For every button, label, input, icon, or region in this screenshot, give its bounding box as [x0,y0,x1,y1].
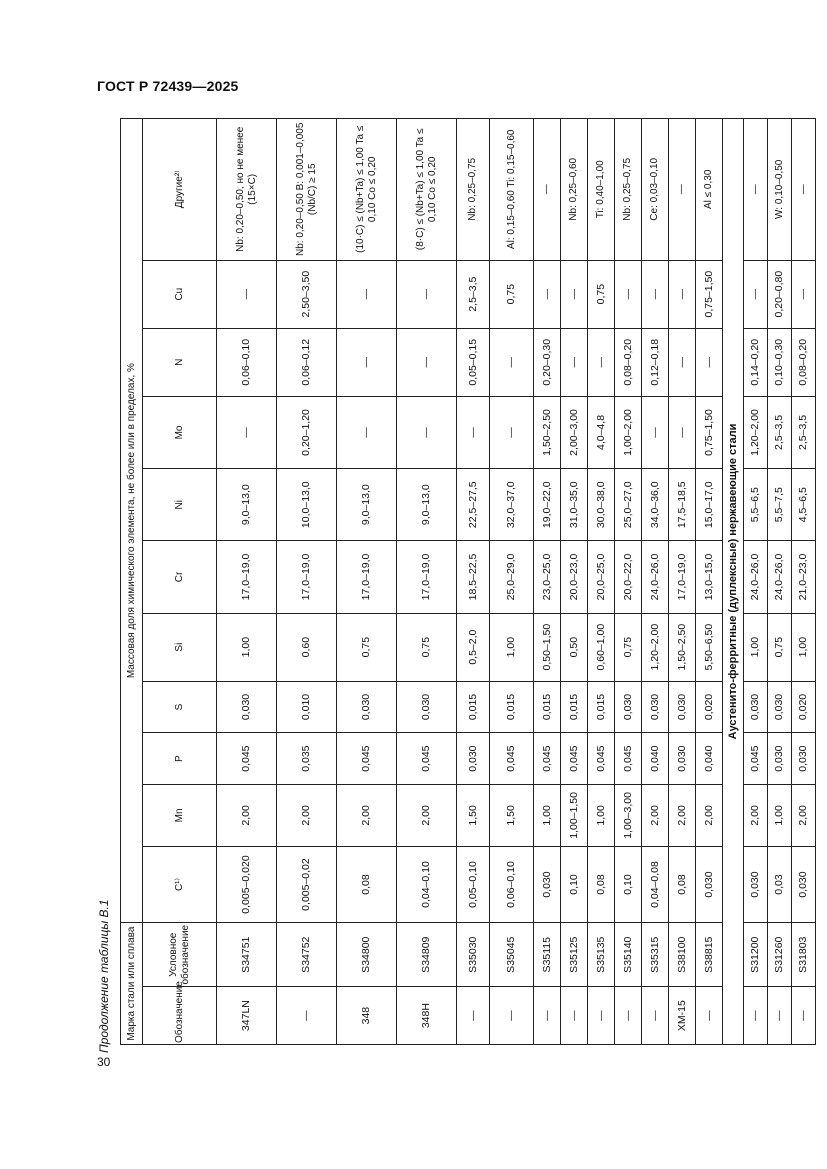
cell-other: Ce: 0,03–0,10 [642,119,669,261]
column-header: Ni [143,469,217,541]
cell-cu: 0,75 [490,260,534,328]
cell-n: — [561,328,588,396]
cell-mn: 2,00 [792,784,816,846]
cell-ni: 4,5–6,5 [792,469,816,541]
cell-cu: — [337,260,397,328]
cell-ni: 9,0–13,0 [217,469,277,541]
cell-si: 1,00 [217,613,277,681]
cell-si: 1,00 [744,613,768,681]
cell-p: 0,045 [397,733,457,785]
cell-mn: 2,00 [217,784,277,846]
cell-ni: 31,0–35,0 [561,469,588,541]
cell-cu: 0,20–0,80 [768,260,792,328]
cell-cr: 20,0–25,0 [588,541,615,613]
cell-n: — [490,328,534,396]
cell-s: 0,030 [669,681,696,733]
cell-p: 0,030 [792,733,816,785]
cell-cu: — [561,260,588,328]
cell-mo: — [397,396,457,468]
cell-p: 0,045 [490,733,534,785]
cell-uns: S35030 [457,923,490,987]
cell-p: 0,045 [615,733,642,785]
cell-si: 1,20–2,00 [642,613,669,681]
cell-mn: 2,00 [337,784,397,846]
table-row [457,119,490,1045]
cell-mo: — [642,396,669,468]
cell-si: 0,60–1,00 [588,613,615,681]
cell-s: 0,030 [768,681,792,733]
section-title: Аустенито-ферритные (дуплексные) нержавеющие стали [723,119,744,1045]
cell-cu: — [744,260,768,328]
cell-cr: 17,0–19,0 [217,541,277,613]
cell-cu: 0,75 [588,260,615,328]
cell-si: 1,00 [490,613,534,681]
cell-designation: XM-15 [669,987,696,1045]
cell-ni: 34,0–36,0 [642,469,669,541]
cell-uns: S35315 [642,923,669,987]
cell-s: 0,015 [490,681,534,733]
column-header: Cu [143,260,217,328]
cell-cr: 23,0–25,0 [534,541,561,613]
column-header: S [143,681,217,733]
cell-other: (8·C) ≤ (Nb+Ta) ≤ 1,00 Ta ≤ 0,10 Co ≤ 0,20 [397,119,457,261]
cell-c: 0,10 [561,846,588,922]
cell-si: 0,75 [768,613,792,681]
cell-mo: 1,20–2,00 [744,396,768,468]
cell-mn: 1,50 [457,784,490,846]
cell-designation: — [615,987,642,1045]
cell-n: — [588,328,615,396]
cell-designation: — [277,987,337,1045]
cell-designation: 348H [397,987,457,1045]
cell-n: — [696,328,723,396]
cell-mn: 2,00 [669,784,696,846]
cell-n: 0,20–0,30 [534,328,561,396]
page-number: 30 [97,1055,111,1069]
cell-mo: — [217,396,277,468]
cell-mn: 2,00 [744,784,768,846]
cell-cu: — [534,260,561,328]
cell-c: 0,005–0,020 [217,846,277,922]
cell-ni: 22,5–27,5 [457,469,490,541]
cell-p: 0,045 [534,733,561,785]
cell-cr: 24,0–26,0 [744,541,768,613]
cell-other: (10·C) ≤ (Nb+Ta) ≤ 1,00 Ta ≤ 0,10 Co ≤ 0,20 [337,119,397,261]
cell-s: 0,030 [744,681,768,733]
column-header: Обозначение [143,987,217,1045]
cell-mn: 1,00–1,50 [561,784,588,846]
cell-designation: — [768,987,792,1045]
cell-mo: — [490,396,534,468]
cell-n: 0,05–0,15 [457,328,490,396]
cell-designation: — [588,987,615,1045]
cell-mo: 0,20–1,20 [277,396,337,468]
cell-cr: 17,0–19,0 [337,541,397,613]
cell-mn: 2,00 [642,784,669,846]
cell-p: 0,045 [337,733,397,785]
column-header: Mo [143,396,217,468]
cell-mo: — [457,396,490,468]
section-title-row [723,119,744,1045]
table-row [534,119,561,1045]
cell-si: 0,75 [615,613,642,681]
grade-group-header: Марка стали или сплава [121,923,143,1045]
cell-uns: S35115 [534,923,561,987]
cell-p: 0,030 [768,733,792,785]
cell-si: 0,60 [277,613,337,681]
cell-si: 0,50 [561,613,588,681]
cell-other: Nb: 0,25–0,60 [561,119,588,261]
composition-group-header: Массовая доля химического элемента, не более или в пределах, % [121,119,143,923]
cell-other: — [534,119,561,261]
table-row [669,119,696,1045]
cell-n: — [397,328,457,396]
cell-designation: 348 [337,987,397,1045]
cell-c: 0,030 [744,846,768,922]
cell-cr: 20,0–22,0 [615,541,642,613]
cell-ni: 5,5–6,5 [744,469,768,541]
cell-s: 0,010 [277,681,337,733]
table-row [561,119,588,1045]
cell-s: 0,030 [642,681,669,733]
cell-designation: — [792,987,816,1045]
table-column-header-row [143,119,217,1045]
cell-p: 0,040 [696,733,723,785]
table-row [615,119,642,1045]
cell-c: 0,05–0,10 [457,846,490,922]
cell-uns: S31260 [768,923,792,987]
cell-cu: — [217,260,277,328]
cell-uns: S35135 [588,923,615,987]
cell-ni: 19,0–22,0 [534,469,561,541]
cell-si: 1,50–2,50 [669,613,696,681]
cell-other: Al ≤ 0,30 [696,119,723,261]
cell-uns: S34800 [337,923,397,987]
cell-mn: 2,00 [696,784,723,846]
cell-cr: 18,5–22,5 [457,541,490,613]
table-row [792,119,816,1045]
cell-c: 0,08 [669,846,696,922]
cell-s: 0,015 [561,681,588,733]
cell-c: 0,04–0,08 [642,846,669,922]
cell-other: Nb: 0,20–0,50 B: 0,001–0,005 (Nb/C) ≥ 15 [277,119,337,261]
cell-designation: — [490,987,534,1045]
cell-other: — [669,119,696,261]
cell-ni: 17,5–18,5 [669,469,696,541]
cell-cr: 21,0–23,0 [792,541,816,613]
cell-s: 0,020 [792,681,816,733]
cell-uns: S35125 [561,923,588,987]
cell-uns: S35140 [615,923,642,987]
table-row [768,119,792,1045]
cell-mo: 1,50–2,50 [534,396,561,468]
cell-p: 0,030 [669,733,696,785]
cell-designation: — [696,987,723,1045]
cell-p: 0,045 [588,733,615,785]
table-row [696,119,723,1045]
column-header: C¹⁾ [143,846,217,922]
cell-uns: S31803 [792,923,816,987]
cell-mo: — [337,396,397,468]
column-header: Mn [143,784,217,846]
cell-designation: — [744,987,768,1045]
cell-si: 1,00 [792,613,816,681]
cell-n: 0,06–0,10 [217,328,277,396]
cell-s: 0,020 [696,681,723,733]
chemical-composition-table [120,118,816,1045]
cell-other: Ti: 0,40–1,00 [588,119,615,261]
cell-uns: S35045 [490,923,534,987]
column-header: Условное обозначение [143,923,217,987]
cell-cu: 2,5–3,5 [457,260,490,328]
duplex-section [723,119,744,1045]
cell-mn: 1,00 [588,784,615,846]
cell-si: 0,75 [397,613,457,681]
cell-n: 0,12–0,18 [642,328,669,396]
cell-n: — [669,328,696,396]
cell-n: — [337,328,397,396]
cell-s: 0,015 [534,681,561,733]
cell-n: 0,08–0,20 [615,328,642,396]
cell-p: 0,035 [277,733,337,785]
cell-cr: 24,0–26,0 [642,541,669,613]
cell-p: 0,045 [217,733,277,785]
cell-s: 0,015 [457,681,490,733]
cell-cr: 17,0–19,0 [397,541,457,613]
table-row [337,119,397,1045]
cell-n: 0,08–0,20 [792,328,816,396]
cell-s: 0,030 [217,681,277,733]
table-row [744,119,768,1045]
cell-cu: — [669,260,696,328]
cell-uns: S34752 [277,923,337,987]
cell-s: 0,030 [397,681,457,733]
rotated-table-container [120,118,810,1045]
cell-ni: 32,0–37,0 [490,469,534,541]
cell-c: 0,10 [615,846,642,922]
cell-designation: — [642,987,669,1045]
cell-other: Al: 0,15–0,60 Ti: 0,15–0,60 [490,119,534,261]
duplex-rows [744,119,816,1045]
cell-uns: S38815 [696,923,723,987]
cell-ni: 10,0–13,0 [277,469,337,541]
cell-mn: 1,00–3,00 [615,784,642,846]
cell-si: 5,50–6,50 [696,613,723,681]
cell-s: 0,015 [588,681,615,733]
cell-ni: 9,0–13,0 [397,469,457,541]
cell-cr: 17,0–19,0 [669,541,696,613]
cell-other: Nb: 0,20–0,50, но не менее (15×C) [217,119,277,261]
cell-other: Nb: 0,25–0,75 [457,119,490,261]
cell-ni: 25,0–27,0 [615,469,642,541]
cell-cu: 2,50–3,50 [277,260,337,328]
table-group-header-row [121,119,143,1045]
cell-c: 0,030 [792,846,816,922]
column-header: Другие²⁾ [143,119,217,261]
cell-c: 0,030 [696,846,723,922]
cell-designation: — [534,987,561,1045]
cell-mn: 1,50 [490,784,534,846]
cell-uns: S34809 [397,923,457,987]
cell-cr: 25,0–29,0 [490,541,534,613]
cell-c: 0,030 [534,846,561,922]
cell-uns: S38100 [669,923,696,987]
cell-cr: 20,0–23,0 [561,541,588,613]
cell-cu: — [792,260,816,328]
cell-c: 0,06–0,10 [490,846,534,922]
cell-cu: — [642,260,669,328]
cell-designation: — [457,987,490,1045]
cell-p: 0,045 [561,733,588,785]
cell-cu: — [397,260,457,328]
cell-mn: 2,00 [277,784,337,846]
cell-mn: 2,00 [397,784,457,846]
cell-si: 0,75 [337,613,397,681]
cell-other: — [792,119,816,261]
column-header: Si [143,613,217,681]
cell-cr: 24,0–26,0 [768,541,792,613]
document-header: ГОСТ Р 72439—2025 [97,78,239,94]
cell-uns: S31200 [744,923,768,987]
cell-mo: 2,5–3,5 [768,396,792,468]
cell-c: 0,005–0,02 [277,846,337,922]
cell-ni: 9,0–13,0 [337,469,397,541]
cell-ni: 5,5–7,5 [768,469,792,541]
cell-cr: 13,0–15,0 [696,541,723,613]
cell-mn: 1,00 [534,784,561,846]
austenitic-rows [217,119,723,1045]
cell-ni: 15,0–17,0 [696,469,723,541]
cell-p: 0,045 [744,733,768,785]
cell-n: 0,10–0,30 [768,328,792,396]
cell-mn: 1,00 [768,784,792,846]
cell-cr: 17,0–19,0 [277,541,337,613]
cell-other: W: 0,10–0,50 [768,119,792,261]
table-row [277,119,337,1045]
cell-mo: 1,00–2,00 [615,396,642,468]
cell-mo: 2,00–3,00 [561,396,588,468]
cell-c: 0,03 [768,846,792,922]
table-row [397,119,457,1045]
cell-mo: 4,0–4,8 [588,396,615,468]
cell-c: 0,08 [588,846,615,922]
cell-other: Nb: 0,25–0,75 [615,119,642,261]
cell-ni: 30,0–38,0 [588,469,615,541]
cell-uns: S34751 [217,923,277,987]
cell-mo: — [669,396,696,468]
cell-si: 0,5–2,0 [457,613,490,681]
table-row [642,119,669,1045]
table-row [217,119,277,1045]
cell-c: 0,08 [337,846,397,922]
table-row [588,119,615,1045]
cell-cu: 0,75–1,50 [696,260,723,328]
cell-c: 0,04–0,10 [397,846,457,922]
cell-p: 0,040 [642,733,669,785]
column-header: N [143,328,217,396]
column-header: Cr [143,541,217,613]
cell-other: — [744,119,768,261]
cell-p: 0,030 [457,733,490,785]
table-caption: Продолжение таблицы В.1 [97,899,111,1053]
cell-s: 0,030 [615,681,642,733]
cell-cu: — [615,260,642,328]
table-row [490,119,534,1045]
cell-designation: 347LN [217,987,277,1045]
cell-s: 0,030 [337,681,397,733]
cell-designation: — [561,987,588,1045]
cell-n: 0,06–0,12 [277,328,337,396]
cell-mo: 2,5–3,5 [792,396,816,468]
column-header: P [143,733,217,785]
cell-mo: 0,75–1,50 [696,396,723,468]
cell-si: 0,50–1,50 [534,613,561,681]
cell-n: 0,14–0,20 [744,328,768,396]
